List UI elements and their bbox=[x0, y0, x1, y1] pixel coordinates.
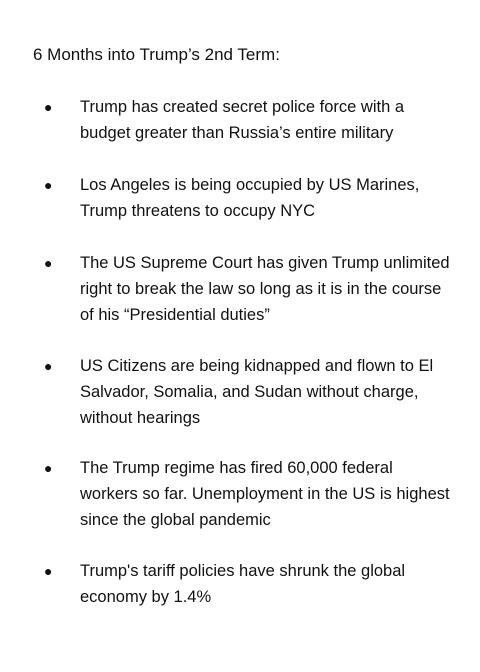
list-item-text: The US Supreme Court has given Trump unlimited right to break the law so long as it is in the course of his “Presidential duties” bbox=[80, 254, 450, 324]
bullet-icon: ● bbox=[44, 177, 53, 193]
bullet-icon: ● bbox=[44, 358, 53, 374]
bullet-icon: ● bbox=[44, 460, 53, 476]
list-item-text: Trump has created secret police force with a budget greater than Russia’s entire military bbox=[80, 98, 405, 142]
list-item-text: US Citizens are being kidnapped and flown to El Salvador, Somalia, and Sudan without charge, without hearings bbox=[80, 357, 434, 427]
list-item-text: The Trump regime has fired 60,000 federal workers so far. Unemployment in the US is highest since the global pandemic bbox=[80, 459, 450, 529]
bullet-icon: ● bbox=[44, 99, 53, 115]
list-item-text: Los Angeles is being occupied by US Marines, Trump threatens to occupy NYC bbox=[80, 176, 420, 220]
bullet-icon: ● bbox=[44, 255, 53, 271]
page-title: 6 Months into Trump’s 2nd Term: bbox=[33, 45, 280, 64]
list-item-text: Trump's tariff policies have shrunk the global economy by 1.4% bbox=[80, 562, 406, 606]
bullet-icon: ● bbox=[44, 563, 53, 579]
